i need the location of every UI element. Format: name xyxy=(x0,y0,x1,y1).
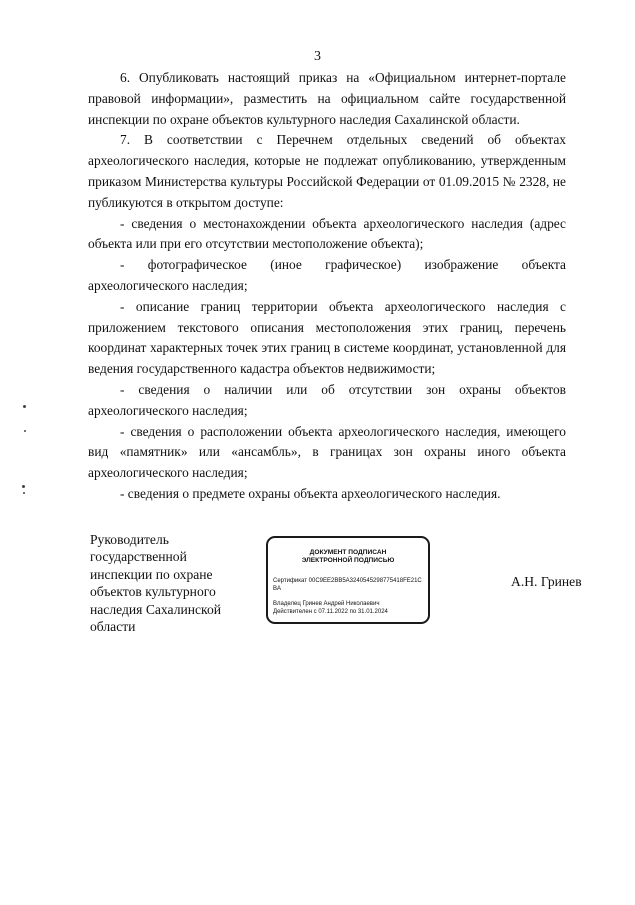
list-item-location: - сведения о местонахождении объекта археологического наследия (адрес объекта или при его отсутствии местоположение объекта); xyxy=(88,215,566,252)
signer-position-line: области xyxy=(90,619,136,635)
paragraph-publish-order: 6. Опубликовать настоящий приказ на «Официальном интернет-портале правовой информации», разместить на официальном сайте государственной инспекции по охране объектов культурного наследия Сахалинской области. xyxy=(88,70,566,127)
signer-position-line: наследия Сахалинской xyxy=(90,601,222,617)
signer-name: А.Н. Гринев xyxy=(511,574,582,589)
signer-position-line: инспекции по охране xyxy=(90,566,213,582)
scan-artifact xyxy=(23,405,26,408)
paragraph-restricted-info: 7. В соответствии с Перечнем отдельных сведений об объектах археологического наследия, которые не подлежат опубликованию, утвержденным приказом Министерства культуры Российской Федерации от 01.09.2015 № 2328, не публикуются в открытом доступе: xyxy=(88,132,566,210)
page-number: 3 xyxy=(314,49,321,64)
stamp-title xyxy=(268,549,428,566)
stamp-certificate xyxy=(273,577,425,593)
stamp-owner-block xyxy=(273,600,429,617)
list-item-protection-zones: - сведения о наличии или об отсутствии зон охраны объектов археологического наследия; xyxy=(88,381,566,418)
stamp-validity: Действителен с 07.11.2022 по 31.01.2024 xyxy=(273,609,388,616)
list-item-protection-subject: - сведения о предмете охраны объекта археологического наследия. xyxy=(120,485,501,501)
list-item-monument-location: - сведения о расположении объекта археологического наследия, имеющего вид «памятник» или «ансамбль», в границах зон охраны иного объекта археологического наследия; xyxy=(88,423,566,481)
scan-artifact xyxy=(24,430,26,432)
owner-value: Гринев Андрей Николаевич xyxy=(302,601,380,607)
electronic-signature-stamp xyxy=(266,536,430,624)
scan-artifact xyxy=(23,492,25,494)
list-item-photo: - фотографическое (иное графическое) изображение объекта археологического наследия; xyxy=(88,257,566,293)
certificate-value: 00C9EE2BB5A3240545298775418FE21CBA xyxy=(273,578,422,592)
document-body xyxy=(88,68,566,505)
signer-position-line: государственной xyxy=(90,549,187,565)
scan-artifact xyxy=(22,485,25,488)
stamp-title-line: ДОКУМЕНТ ПОДПИСАН xyxy=(309,549,387,556)
signer-position xyxy=(90,531,260,635)
list-item-boundaries: - описание границ территории объекта археологического наследия с приложением текстового описания местоположения этих границ, перечень координат характерных точек этих границ в системе координат, установленной для ведения государственного кадастра объектов недвижимости; xyxy=(88,298,566,377)
certificate-label: Сертификат xyxy=(273,578,307,584)
signer-position-line: объектов культурного xyxy=(90,584,216,600)
owner-label: Владелец xyxy=(273,601,301,607)
signer-position-line: Руководитель xyxy=(90,532,169,547)
stamp-title-line: ЭЛЕКТРОННОЙ ПОДПИСЬЮ xyxy=(301,557,395,565)
